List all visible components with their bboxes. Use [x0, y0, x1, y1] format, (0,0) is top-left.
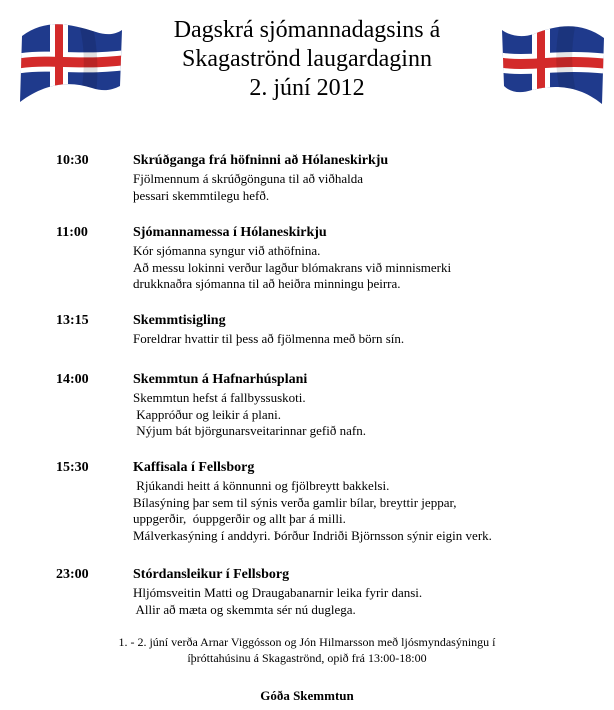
event-line: Málverkasýning í anddyri. Þórður Indriði Björnsson sýnir eigin verk. [133, 527, 492, 543]
event-time: 11:00 [56, 225, 88, 240]
event-line: Kór sjómanna syngur við athöfnina. [133, 243, 321, 258]
event-line: uppgerðir, óuppgerðir og allt þar á milli. [133, 511, 346, 526]
note-line: 1. - 2. júní verða Arnar Viggósson og Jón Hilmarsson með ljósmyndasýningu í [118, 635, 496, 649]
event-time: 23:00 [56, 567, 89, 582]
event-time: 14:00 [56, 372, 89, 387]
event-description [133, 331, 404, 348]
title-line: Dagskrá sjómannadagsins á [173, 17, 441, 43]
event-line: drukknaðra sjómanna til að heiðra minningu þeirra. [133, 276, 401, 291]
event-line: Fjölmennum á skrúðgönguna til að viðhalda [133, 171, 363, 186]
exhibition-note [0, 634, 614, 666]
event-title: Kaffisala í Fellsborg [133, 460, 255, 475]
event-line: Nýjum bát björgunarsveitarinnar gefið nafn. [133, 423, 366, 438]
title-line: Skagaströnd laugardaginn [182, 46, 432, 72]
event-description [133, 585, 422, 618]
event-line: Kappróður og leikir á plani. [133, 406, 282, 422]
event-description [133, 390, 366, 440]
event-line: Foreldrar hvattir til þess að fjölmenna með börn sín. [133, 331, 405, 346]
event-title: Stórdansleikur í Fellsborg [133, 567, 290, 582]
event-title: Skrúðganga frá höfninni að Hólaneskirkju [133, 153, 389, 168]
event-line: Skemmtun hefst á fallbyssuskoti. [133, 390, 306, 405]
event-line: Að messu lokinni verður lagður blómakrans við minnismerki [133, 259, 452, 275]
event-line: Rjúkandi heitt á könnunni og fjölbreytt bakkelsi. [133, 478, 390, 493]
event-line: Allir að mæta og skemmta sér nú duglega. [133, 601, 356, 617]
event-title: Skemmtun á Hafnarhúsplani [133, 372, 308, 387]
event-description [133, 171, 363, 204]
event-title: Skemmtisigling [133, 313, 226, 328]
note-line: íþróttahúsinu á Skagaströnd, opið frá 13:00-18:00 [187, 651, 427, 665]
event-line: Bílasýning þar sem til sýnis verða gamlir bílar, breyttir jeppar, [133, 494, 457, 510]
event-line: Hljómsveitin Matti og Draugabanarnir leika fyrir dansi. [133, 585, 423, 600]
event-line: þessari skemmtilegu hefð. [133, 187, 270, 203]
event-description [133, 243, 451, 293]
event-time: 15:30 [56, 460, 89, 475]
title-line: 2. júní 2012 [249, 75, 365, 101]
event-description [133, 478, 492, 544]
event-title: Sjómannamessa í Hólaneskirkju [133, 225, 327, 240]
event-time: 13:15 [56, 313, 89, 328]
event-time: 10:30 [56, 153, 89, 168]
closing-text: Góða Skemmtun [260, 688, 354, 703]
